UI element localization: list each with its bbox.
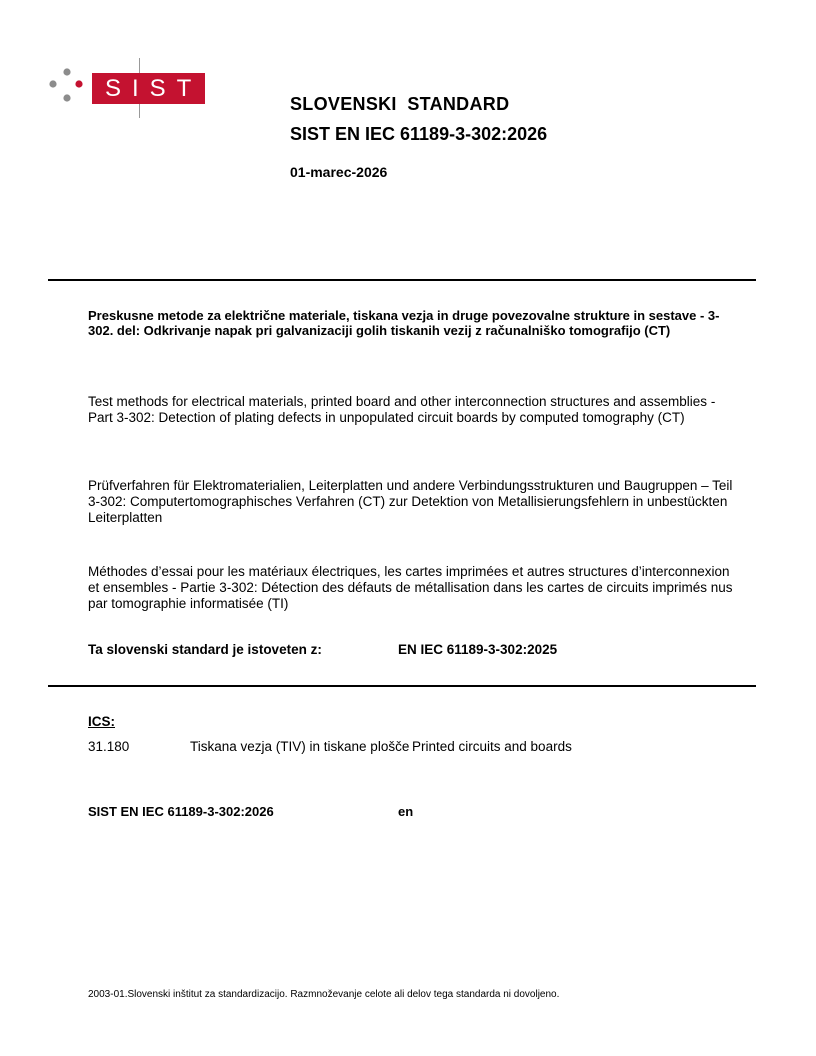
copyright-notice: 2003-01.Slovenski inštitut za standardizacijo. Razmnoževanje celote ali delov tega standarda ni dovoljeno.	[88, 989, 560, 1000]
publication-date: 01-marec-2026	[290, 164, 388, 180]
bottom-divider	[48, 685, 756, 687]
identical-value: EN IEC 61189-3-302:2025	[398, 642, 558, 657]
title-slovenian: Preskusne metode za električne materiale, tiskana vezja in druge povezovalne strukture in sestave - 3-302. del: Odkrivanje napak pri galvanizaciji golih tiskanih vezij z računalniško tomografijo (CT)	[88, 308, 720, 338]
ics-slovenian: Tiskana vezja (TIV) in tiskane plošče	[190, 739, 410, 754]
title-german: Prüfverfahren für Elektromaterialien, Leiterplatten und andere Verbindungsstrukturen und Baugruppen – Teil 3-302: Computertomographisches Verfahren (CT) zur Detektion von Metallisierungsfehlern in unbestückten Leiterplatten	[88, 478, 733, 525]
top-divider	[48, 279, 756, 281]
title-english: Test methods for electrical materials, printed board and other interconnection structures and assemblies - Part 3-302: Detection of plating defects in unpopulated circuit boards by computed tomography (CT)	[88, 394, 716, 425]
sist-logo: SIST	[92, 73, 205, 104]
sist-logo-dots	[48, 68, 84, 108]
document-language: en	[398, 804, 414, 819]
identical-label: Ta slovenski standard je istoveten z:	[88, 642, 322, 657]
ics-code: 31.180	[88, 739, 130, 754]
document-code: SIST EN IEC 61189-3-302:2026	[88, 804, 274, 819]
ics-english: Printed circuits and boards	[412, 739, 572, 754]
title-french: Méthodes d’essai pour les matériaux électriques, les cartes imprimées et autres structures d’interconnexion et ensembles - Partie 3-302: Détection des défauts de métallisation dans les cartes de circuits imprimés nus par tomographie informatisée (TI)	[88, 564, 733, 611]
standard-number: SIST EN IEC 61189-3-302:2026	[290, 124, 548, 144]
ics-heading: ICS:	[88, 714, 115, 729]
standard-type: SLOVENSKI STANDARD	[290, 94, 510, 114]
